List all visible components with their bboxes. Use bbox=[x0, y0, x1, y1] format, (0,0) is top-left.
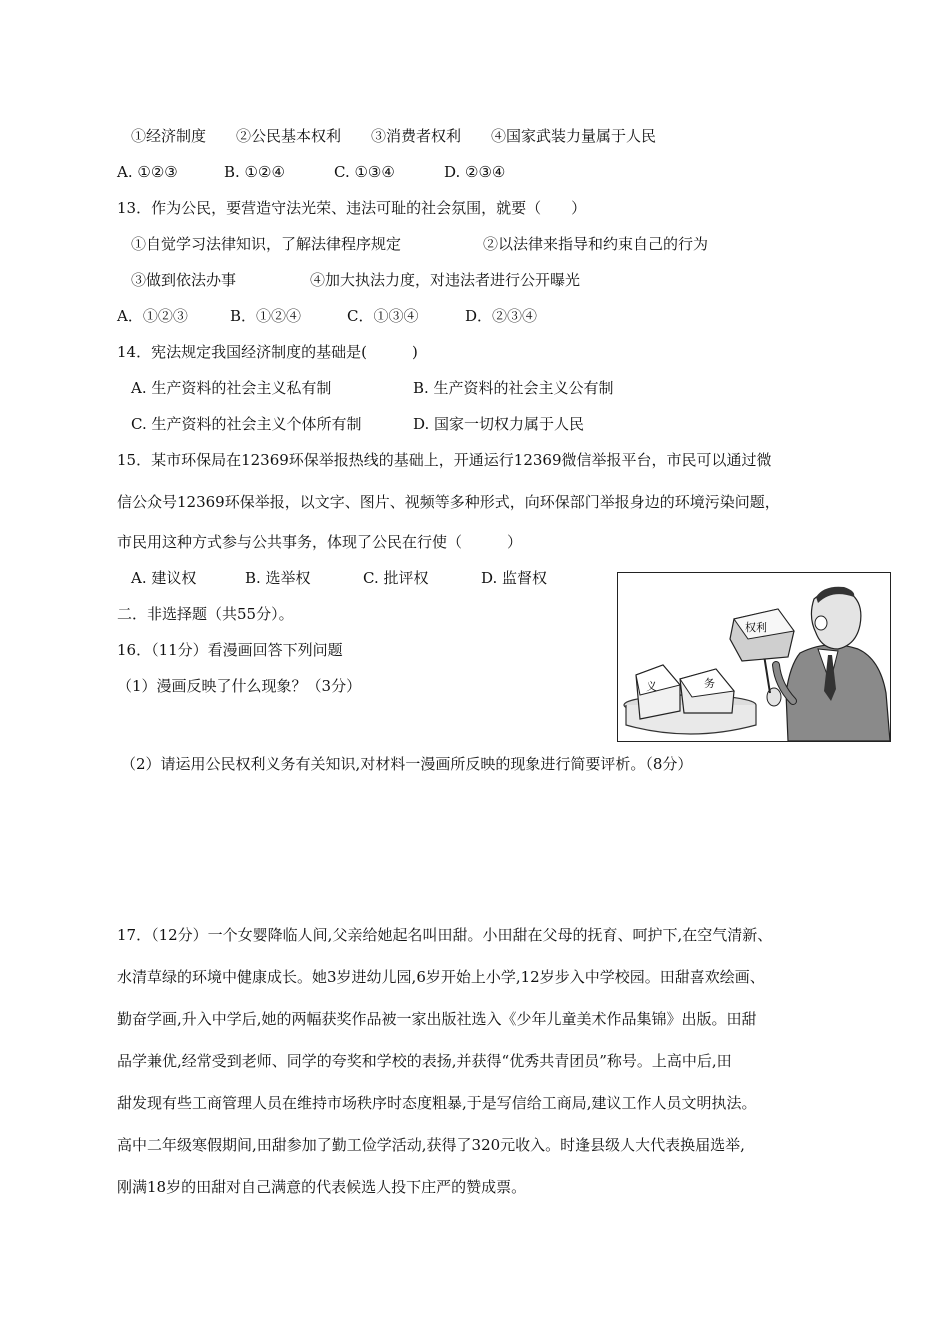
q13-item1: ①自觉学习法律知识，了解法律程序规定 bbox=[131, 235, 402, 253]
q17-line: 刚满18岁的田甜对自己满意的代表候选人投下庄严的赞成票。 bbox=[117, 1178, 527, 1196]
q13-stem: 13．作为公民，要营造守法光荣、违法可耻的社会氛围，就要（ ） bbox=[117, 199, 587, 217]
q13-option-a: A．①②③ bbox=[117, 307, 188, 325]
q14-option-d: D. 国家一切权力属于人民 bbox=[413, 415, 585, 433]
section-two-heading: 二．非选择题（共55分）。 bbox=[117, 605, 294, 623]
q13-item4: ④加大执法力度，对违法者进行公开曝光 bbox=[310, 271, 581, 289]
q13-option-d: D．②③④ bbox=[465, 307, 538, 325]
q15-option-a: A. 建议权 bbox=[131, 569, 197, 587]
q14-stem: 14．宪法规定我国经济制度的基础是( ) bbox=[117, 343, 418, 361]
q15-option-c: C. 批评权 bbox=[363, 569, 429, 587]
q17-line: 水清草绿的环境中健康成长。她3岁进幼儿园,6岁开始上小学,12岁步入中学校园。田甜喜欢绘画、 bbox=[117, 968, 765, 986]
q12-option-c: C. ①③④ bbox=[334, 163, 395, 181]
q13-option-b: B．①②④ bbox=[230, 307, 302, 325]
q15-line1: 15．某市环保局在12369环保举报热线的基础上，开通运行12369微信举报平台，市民可以通过微 bbox=[117, 451, 772, 469]
q14-option-c: C. 生产资料的社会主义个体所有制 bbox=[131, 415, 362, 433]
q15-option-d: D. 监督权 bbox=[481, 569, 548, 587]
q15-line2: 信公众号12369环保举报，以文字、图片、视频等多种形式，向环保部门举报身边的环境污染问题， bbox=[117, 493, 780, 511]
cartoon-block-label: 权利 bbox=[745, 621, 767, 634]
q16-subquestion-1: （1）漫画反映了什么现象？（3分） bbox=[117, 677, 362, 695]
q12-options bbox=[117, 162, 505, 182]
q13-option-c: C．①③④ bbox=[347, 307, 419, 325]
q17-line: 品学兼优,经常受到老师、同学的夸奖和学校的表扬,并获得“优秀共青团员”称号。上高中后,田 bbox=[117, 1052, 732, 1070]
q15-options bbox=[131, 568, 547, 588]
cartoon-cake-right-label: 务 bbox=[704, 677, 715, 690]
q15-option-b: B. 选举权 bbox=[245, 569, 311, 587]
cartoon-drawing bbox=[618, 573, 890, 741]
cartoon-cake-left-label: 义 bbox=[646, 680, 657, 693]
q13-options bbox=[117, 306, 537, 326]
q15-line3: 市民用这种方式参与公共事务，体现了公民在行使（ ） bbox=[117, 533, 523, 551]
q17-line: 高中二年级寒假期间,田甜参加了勤工俭学活动,获得了320元收入。时逢县级人大代表换届选举, bbox=[117, 1136, 745, 1154]
q17-line: 17．（12分）一个女婴降临人间,父亲给她起名叫田甜。小田甜在父母的抚育、呵护下,在空气清新、 bbox=[117, 926, 773, 944]
q17-line: 勤奋学画,升入中学后,她的两幅获奖作品被一家出版社选入《少年儿童美术作品集锦》出版。田甜 bbox=[117, 1010, 757, 1028]
q14-option-b: B. 生产资料的社会主义公有制 bbox=[413, 379, 614, 397]
q12-option-b: B. ①②④ bbox=[224, 163, 285, 181]
q12-option-d: D. ②③④ bbox=[444, 163, 506, 181]
q16-stem: 16．（11分）看漫画回答下列问题 bbox=[117, 641, 343, 659]
q12-option-a: A. ①②③ bbox=[117, 163, 178, 181]
q16-subquestion-2: （2）请运用公民权利义务有关知识,对材料一漫画所反映的现象进行简要评析。（8分） bbox=[121, 755, 693, 773]
q14-option-a: A. 生产资料的社会主义私有制 bbox=[131, 379, 332, 397]
q13-item3: ③做到依法办事 bbox=[131, 271, 237, 289]
cartoon-illustration bbox=[617, 572, 891, 742]
q17-line: 甜发现有些工商管理人员在维持市场秩序时态度粗暴,于是写信给工商局,建议工作人员文明执法。 bbox=[117, 1094, 757, 1112]
q13-item2: ②以法律来指导和约束自己的行为 bbox=[483, 235, 709, 253]
q12-items: ①经济制度 ②公民基本权利 ③消费者权利 ④国家武装力量属于人民 bbox=[131, 127, 657, 145]
